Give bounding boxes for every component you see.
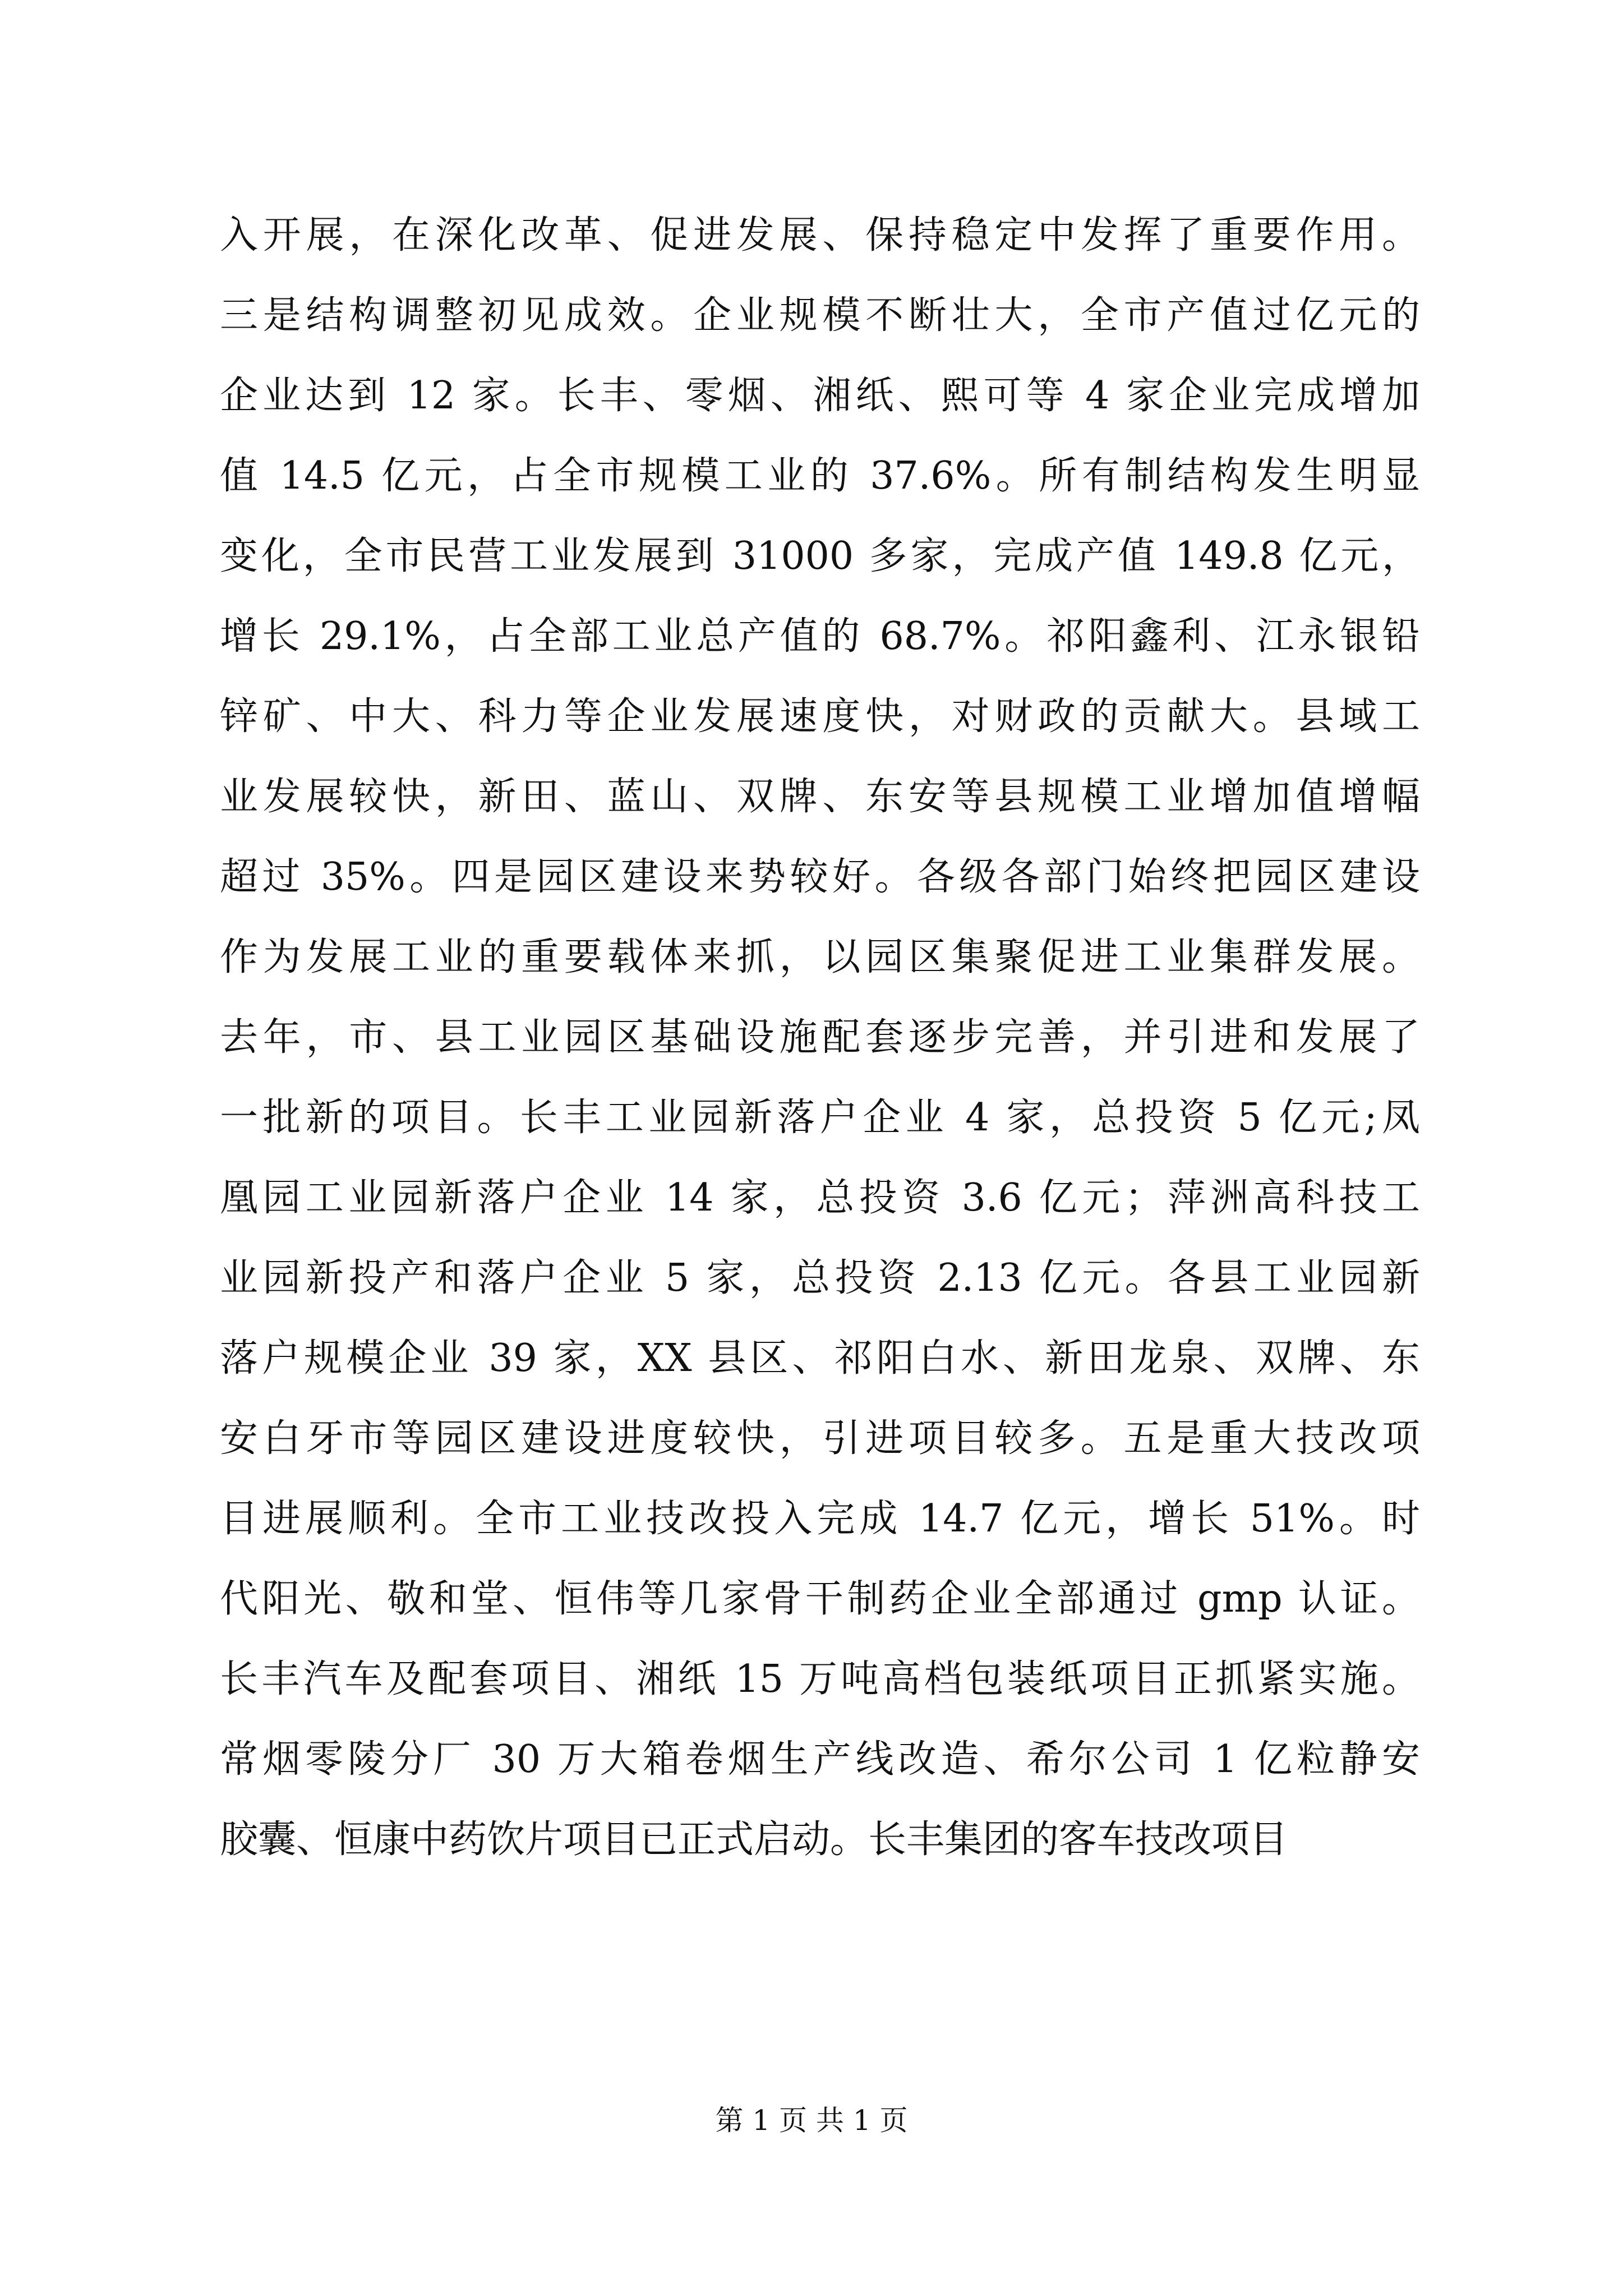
page-footer: [0, 2101, 1623, 2140]
page-number-label: 第 1 页 共 1 页: [715, 2104, 908, 2137]
text-line-9: 超过 35%。四是园区建设来势较好。各级各部门始终把园区建设: [220, 855, 1420, 899]
text-line-13: 凰园工业园新落户企业 14 家，总投资 3.6 亿元；萍洲高科技工: [220, 1176, 1420, 1220]
text-line-19: 长丰汽车及配套项目、湘纸 15 万吨高档包装纸项目正抓紧实施。: [220, 1657, 1420, 1701]
text-line-11: 去年，市、县工业园区基础设施配套逐步完善，并引进和发展了: [220, 1015, 1420, 1060]
text-line-17: 目进展顺利。全市工业技改投入完成 14.7 亿元，增长 51%。时: [220, 1497, 1420, 1541]
text-line-6: 增长 29.1%，占全部工业总产值的 68.7%。祁阳鑫利、江永银铅: [220, 614, 1420, 659]
text-line-10: 作为发展工业的重要载体来抓，以园区集聚促进工业集群发展。: [220, 935, 1420, 979]
text-line-4: 值 14.5 亿元，占全市规模工业的 37.6%。所有制结构发生明显: [220, 454, 1420, 498]
text-line-15: 落户规模企业 39 家，XX 县区、祁阳白水、新田龙泉、双牌、东: [220, 1336, 1420, 1381]
body-text: [220, 195, 1420, 1880]
text-line-20: 常烟零陵分厂 30 万大箱卷烟生产线改造、希尔公司 1 亿粒静安: [220, 1737, 1420, 1782]
text-line-14: 业园新投产和落户企业 5 家，总投资 2.13 亿元。各县工业园新: [220, 1256, 1420, 1300]
text-line-1: 入开展，在深化改革、促进发展、保持稳定中发挥了重要作用。: [220, 213, 1420, 257]
text-line-2: 三是结构调整初见成效。企业规模不断壮大，全市产值过亿元的: [220, 293, 1420, 338]
text-line-12: 一批新的项目。长丰工业园新落户企业 4 家，总投资 5 亿元;凤: [220, 1096, 1420, 1140]
text-line-7: 锌矿、中大、科力等企业发展速度快，对财政的贡献大。县域工: [220, 694, 1420, 739]
text-line-3: 企业达到 12 家。长丰、零烟、湘纸、熙可等 4 家企业完成增加: [220, 374, 1420, 418]
text-line-16: 安白牙市等园区建设进度较快，引进项目较多。五是重大技改项: [220, 1416, 1420, 1461]
text-line-21: 胶囊、恒康中药饮片项目已正式启动。长丰集团的客车技改项目: [220, 1818, 1288, 1862]
text-line-8: 业发展较快，新田、蓝山、双牌、东安等县规模工业增加值增幅: [220, 775, 1420, 819]
text-line-18: 代阳光、敬和堂、恒伟等几家骨干制药企业全部通过 gmp 认证。: [220, 1577, 1420, 1621]
text-line-5: 变化，全市民营工业发展到 31000 多家，完成产值 149.8 亿元，: [220, 534, 1420, 578]
